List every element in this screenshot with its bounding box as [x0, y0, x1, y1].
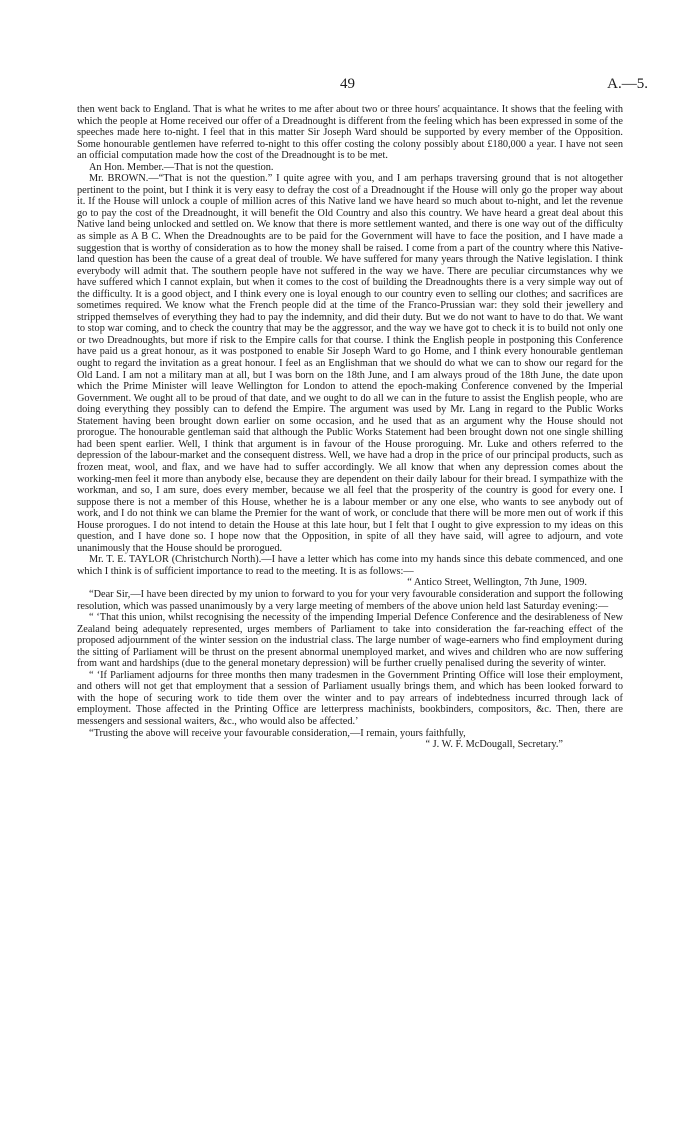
- page-number: 49: [340, 76, 355, 92]
- paragraph-continuation: then went back to England. That is what he writes to me after about two or three hours' acquaintance. It shows that the feeling with which the people at Home received our offer of a Dreadnought is different from the feeling which has been expressed in some of the speeches made here to-night. I feel that in this matter Sir Joseph Ward should be supported by every member of the Opposition. Some honourable gentlemen have referred to-night to this offer costing the colony possibly about £180,000 a year. I have not seen an official computation made how the cost of the Dreadnought is to be met.: [77, 104, 623, 162]
- letter-address-date: “ Antico Street, Wellington, 7th June, 1909.: [407, 577, 587, 589]
- letter-salutation-paragraph: “Dear Sir,—I have been directed by my union to forward to you for your very favourable consideration and support the following resolution, which was passed unanimously by a very large meeting of members of the above union held last Saturday evening:—: [77, 588, 624, 612]
- document-body: [77, 104, 623, 751]
- page-header: [0, 76, 700, 96]
- letter-resolution-paragraph: “ ‘That this union, whilst recognising the necessity of the impending Imperial Defence Conference and the desirableness of New Zealand being adequately represented, urges members of Parliament to take into consideration the far-reaching effect of the proposed adjournment of the winter session on the industrial class. The large number of wage-earners who find employment during the sitting of Parliament will be thrust on the present abnormal unemployed market, and wives and children who are now suffering from want and hardships (due to the general monetary depression) will be further cruelly penalised during the severity of winter.: [77, 612, 623, 670]
- document-reference: A.—5.: [607, 76, 648, 92]
- paragraph-brown-speech: Mr. BROWN.—“That is not the question.” I quite agree with you, and I am perhaps traversing ground that is not altogether pertinent to the point, but I think it is very easy to defray the cost of a Dreadnought if the House will only go the proper way about it. If the House will unlock a couple of million acres of this Native land we have heard so much about to-night, and let the revenue go to pay the cost of the Dreadnought, it will benefit the Old Country and also this country. We have heard a great deal about this Native land being unlocked and settled on. We know that there is more settlement wanted, and there is one way out of the difficulty as simple as A B C. When the Dreadnoughts are to be paid for the Government will have to face the position, and I have made a suggestion that is worthy of consideration as to how the money shall be raised. I come from a part of the country where this Native-land question has been the cause of a great deal of trouble. We have suffered for many years through the Native legislation. I think everybody will admit that. The southern people have not suffered in the way we have. There are peculiar circumstances why we have suffered which I cannot explain, but when it comes to the cost of building the Dreadnoughts there is a very simple way out of the difficulty. It is a good object, and I think every one is loyal enough to our country even to selling our clothes; and sacrifices are sometimes required. We know what the French people did at the time of the Franco-Prussian war: they sold their jewellery and stripped themselves of everything they had to pay the indemnity, and did their duty. But we do not want to have to do that. We want to stop war coming, and to check the country that may be the aggressor, and the way we have got to check it is to build not only one or two Dreadnoughts, but more if risk to the Empire calls for that course. I think the English people in postponing this Conference have paid us a great honour, as it was postponed to enable Sir Joseph Ward to go Home, and I think every honourable gentleman ought to regard the invitation as a great honour. I feel as an Englishman that we should do what we can to show our regard for the Old Land. I am not a military man at all, but I was born on the 18th June, and I am always proud of the 18th June, the date upon which the Prime Minister will leave Wellington for London to attend the epoch-making Conference convened by the Imperial Government. We ought all to be proud of that date, and we ought to do all we can in the future to assist the English people, who are doing everything they possibly can to defend the Empire. The argument was used by Mr. Lang in regard to the Public Works Statement having been brought down earlier on some occasion, and he used that as an argument why the House should not prorogue. The honourable gentleman said that although the Public Works Statement had been brought down not one single shilling had been spent earlier. Well, I think that argument is in favour of the House proroguing. Mr. Luke and others referred to the depression of the labour-market and the consequent distress. Well, we have had a drop in the price of our principal products, such as frozen meat, wool, and flax, and we have had to suffer accordingly. We all know that when any depression comes about the working-men feel it more than anybody else, because they are dependent on their daily labour for their bread. I sympathize with the workman, and so, I am sure, does every member, because we all feel that the prosperity of the country is good for every one. I suppose there is not a member of this House, whether he is a labour member or any one else, who wants to see anybody out of work, and I do not think we can blame the Premier for the want of work, or conclude that there will be more men out of work if this House prorogues. I do not intend to detain the House at this late hour, but I felt that I ought to give expression to my ideas on this question, and I have done so. I hope now that the Opposition, in spite of all they have said, will agree to adjourn, and vote unanimously that the House should be prorogued.: [77, 173, 623, 554]
- paragraph-taylor-speech: Mr. T. E. TAYLOR (Christchurch North).—I have a letter which has come into my hands since this debate commenced, and one which I think is of sufficient importance to read to the meeting. It is as follows:—: [77, 554, 623, 577]
- paragraph-interjection: An Hon. Member.—That is not the question.: [89, 161, 274, 173]
- letter-signature: “ J. W. F. McDougall, Secretary.”: [425, 739, 563, 751]
- letter-closing: “Trusting the above will receive your favourable consideration,—I remain, yours faithfully,: [89, 727, 466, 739]
- letter-resolution-paragraph-2: “ ‘If Parliament adjourns for three months then many tradesmen in the Government Printing Office will lose their employment, and others will not get that employment that a session of Parliament usually brings them, and which has been looked forward to with the hope of securing work to tide them over the winter and to pay arrears of indebtedness incurred through lack of employment. Those affected in the Printing Office are letterpress machinists, bookbinders, compositors, &c. Then, there are messengers and sessional waiters, &c., who would also be affected.’: [77, 669, 623, 727]
